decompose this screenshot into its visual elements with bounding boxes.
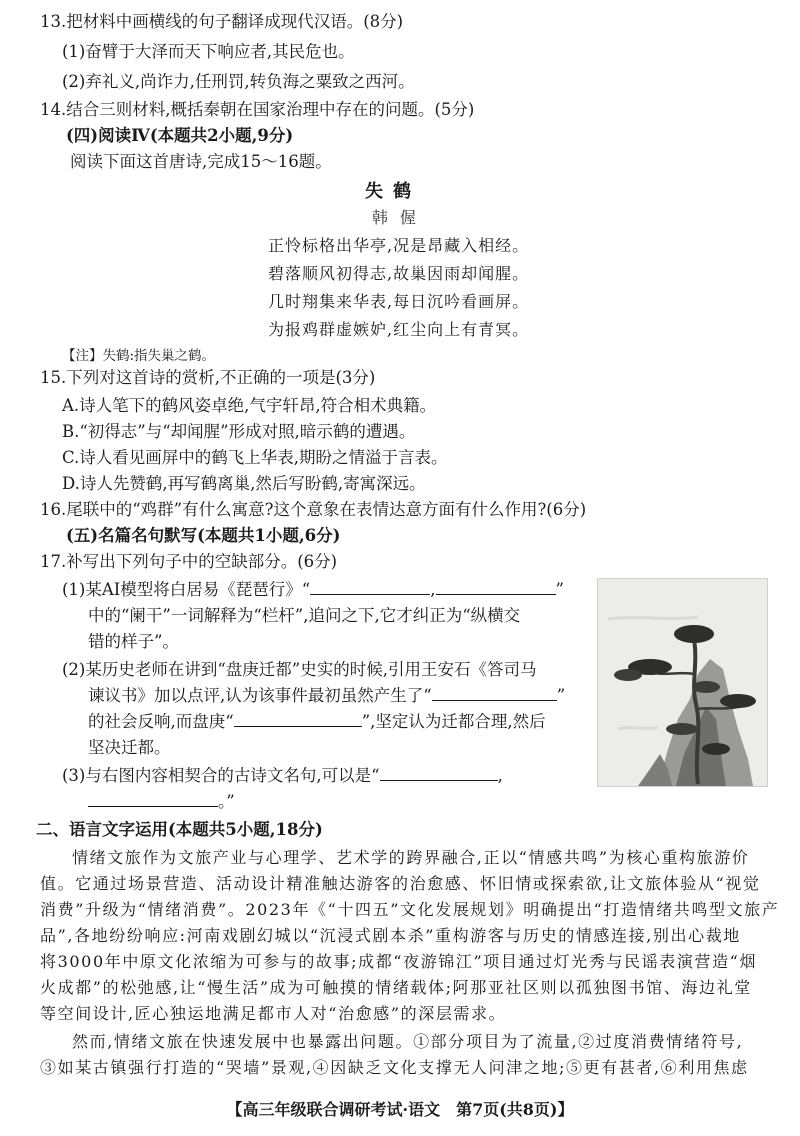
q16-stem: 16.尾联中的“鸡群”有什么寓意?这个意象在表情达意方面有什么作用?(6分) <box>40 500 587 519</box>
q15-option-d: D.诗人先赞鹤,再写鹤离巢,然后写盼鹤,寄寓深远。 <box>62 474 426 493</box>
poem-line-2: 碧落顺风初得志,故巢因雨却闻腥。 <box>268 264 530 283</box>
q17-p3-sep: , <box>497 766 503 785</box>
poem-note: 【注】失鹤:指失巢之鹤。 <box>62 348 216 364</box>
q17-p2-line1: (2)某历史老师在讲到“盘庚迁都”史实的时候,引用王安石《答司马 <box>62 660 537 679</box>
q17-stem: 17.补写出下列句子中的空缺部分。(6分) <box>40 552 338 571</box>
q15-stem: 15.下列对这首诗的赏析,不正确的一项是(3分) <box>40 368 376 387</box>
q15-option-a: A.诗人笔下的鹤风姿卓绝,气宇轩昂,符合相术典籍。 <box>62 396 437 415</box>
q17-p2-text-3: ”,坚定认为迁都合理,然后 <box>361 712 546 731</box>
part2-para1-line3: 消费”升级为“情绪消费”。2023年《“十四五”文化发展规划》明确提出“打造情绪共鸣型文旅产 <box>40 900 780 919</box>
part2-para1-line5: 将3000年中原文化浓缩为可参与的故事;成都“夜游锦江”项目通过灯光秀与民谣表演营造“烟 <box>40 952 758 971</box>
q17-p2-line4: 坚决迁都。 <box>88 738 171 757</box>
q17-blank-3[interactable] <box>432 684 557 701</box>
q13-sentence-2: (2)弃礼义,尚诈力,任刑罚,转负海之粟致之西河。 <box>62 72 415 91</box>
q17-p2-text-2: 的社会反响,而盘庚“ <box>88 712 234 731</box>
part2-para2-line1: 然而,情绪文旅在快速发展中也暴露出问题。①部分项目为了流量,②过度消费情绪符号, <box>72 1032 744 1051</box>
part2-para1-line2: 值。它通过场景营造、活动设计精准触达游客的治愈感、怀旧情或探索欲,让文旅体验从“视觉 <box>40 874 761 893</box>
poem-line-4: 为报鸡群虚嫉妒,红尘向上有青冥。 <box>268 320 530 339</box>
q17-blank-4[interactable] <box>234 710 362 727</box>
section5-heading: (五)名篇名句默写(本题共1小题,6分) <box>66 526 341 545</box>
q17-p1-close: ” <box>555 580 564 599</box>
poem-title: 失鹤 <box>365 181 421 202</box>
q17-blank-1[interactable] <box>310 578 430 595</box>
part2-para2-line2: ③如某古镇强行打造的“哭墙”景观,④因缺乏文化支撑无人问津之地;⑤更有甚者,⑥利用焦虑 <box>40 1058 749 1077</box>
q17-blank-5[interactable] <box>380 764 498 781</box>
q13-sentence-1: (1)奋臂于大泽而天下响应者,其民危也。 <box>62 42 355 61</box>
footer-text: 【高三年级联合调研考试·语文 第7页(共8页)】 <box>226 1100 574 1119</box>
q17-p3-line2 <box>88 790 235 814</box>
part2-para1-line7: 等空间设计,匠心独运地满足都市人对“治愈感”的深层需求。 <box>40 1004 507 1023</box>
ink-painting-image <box>597 578 768 787</box>
poem-line-3: 几时翔集来华表,每日沉吟看画屏。 <box>268 292 530 311</box>
part2-para1-line6: 火成都”的松弛感,让“慢生活”成为可触摸的情绪载体;阿那亚社区则以孤独图书馆、海边礼堂 <box>40 978 752 997</box>
q17-p2-close: ” <box>556 686 566 705</box>
part2-para1-line1: 情绪文旅作为文旅产业与心理学、艺术学的跨界融合,正以“情感共鸣”为核心重构旅游价 <box>72 848 750 867</box>
q17-p2-line3 <box>88 710 546 734</box>
q14-stem: 14.结合三则材料,概括秦朝在国家治理中存在的问题。(5分) <box>40 100 475 119</box>
q17-p3-close: 。” <box>218 792 235 811</box>
q17-p1-prefix: (1)某AI模型将白居易《琵琶行》“ <box>62 580 311 599</box>
poem-author: 韩偓 <box>372 208 429 227</box>
q15-option-b: B.“初得志”与“却闻腥”形成对照,暗示鹤的遭遇。 <box>62 422 416 441</box>
q17-p2-text: 谏议书》加以点评,认为该事件最初虽然产生了“ <box>88 686 432 705</box>
q13-stem: 13.把材料中画横线的句子翻译成现代汉语。(8分) <box>40 12 404 31</box>
part2-heading: 二、语言文字运用(本题共5小题,18分) <box>36 820 323 839</box>
page-footer <box>0 1098 800 1122</box>
section4-heading: (四)阅读Ⅳ(本题共2小题,9分) <box>66 126 294 145</box>
q15-option-c: C.诗人看见画屏中的鹤飞上华表,期盼之情溢于言表。 <box>62 448 448 467</box>
q17-p3-text: (3)与右图内容相契合的古诗文名句,可以是“ <box>62 766 380 785</box>
q17-p1-line3: 错的样子”。 <box>88 632 179 651</box>
q17-blank-2[interactable] <box>436 578 556 595</box>
q17-p2-line2 <box>88 684 565 708</box>
q17-p1-line1 <box>62 578 564 602</box>
q17-p1-sep: , <box>430 580 436 599</box>
q17-p1-line2: 中的“阑干”一词解释为“栏杆”,追问之下,它才纠正为“纵横交 <box>88 606 521 625</box>
q17-p3-line1 <box>62 764 503 788</box>
q17-blank-6[interactable] <box>88 790 218 807</box>
section4-intro: 阅读下面这首唐诗,完成15～16题。 <box>70 152 332 171</box>
poem-line-1: 正怜标格出华亭,况是昂藏入相经。 <box>268 236 530 255</box>
pine-cliff-painting-icon <box>598 579 767 786</box>
part2-para1-line4: 品”,各地纷纷响应:河南戏剧幻城以“沉浸式剧本杀”重构游客与历史的情感连接,别出心裁地 <box>40 926 741 945</box>
